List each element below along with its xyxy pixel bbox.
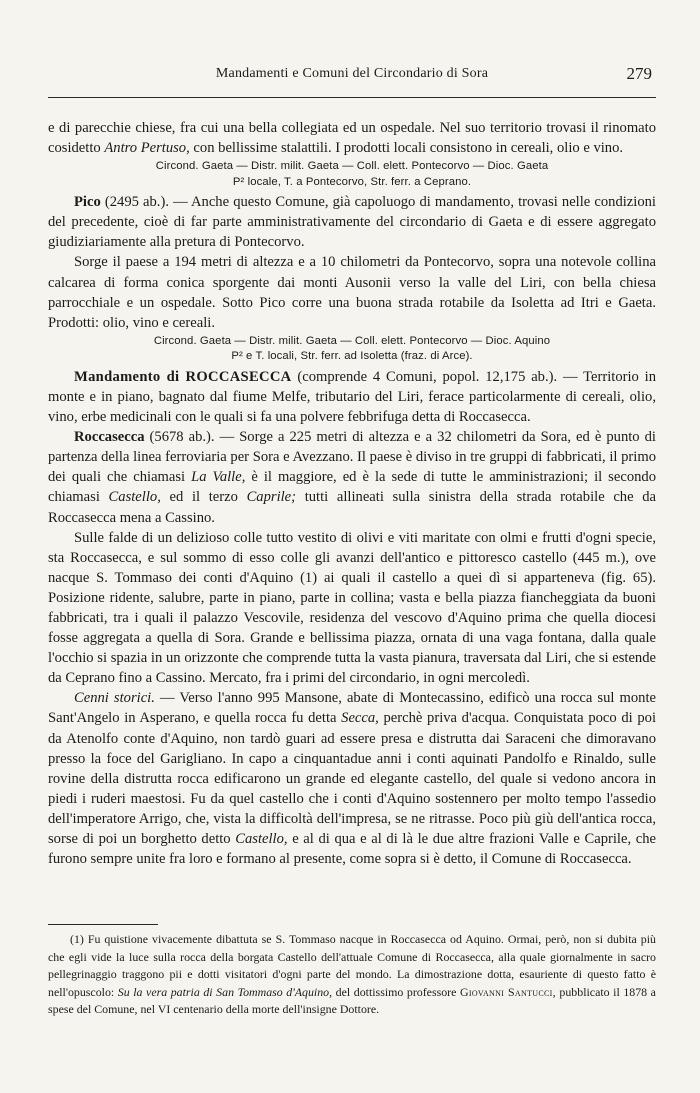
text: perchè priva d'acqua. Conquistata poco di poi da Atenolfo conte d'Aquino, non tardò guari ad essere presa e distrutta dai Saraceni che dimoravano presso la foce del Garigliano. In capo a cinquantadue anni i conti aquinati Pandolfo e Rinaldo, sulle rovine della distrutta rocca edificarono un grande ed elegante castello, del quale si vedono ancora in piedi i ruderi maestosi. Fu da quel castello che i conti d'Aquino sostennero per molto tempo l'assedio dell'imperatore Arrigo, che, vista la difficoltà dell'impresa, se ne ritrasse. Poco più giù dell'antica rocca, sorse di poi un borghetto detto	[48, 710, 656, 847]
text: Sulle falde di un delizioso colle tutto vestito di olivi e viti maritate con olmi e frutti d'ogni specie, sta Roccasecca, e sul sommo di esso colle gli avanzi dell'antico e pittoresco castello (445 m.), ove nacque S. Tommaso dei conti d'Aquino (1) ai quali il castello a quei dì si apparteneva (fig. 65). Posizione ridente, salubre, parte in piano, parte in collina; vasta e bella piazza fiancheggiata da buoni fabbricati, tra i quali il palazzo Vescovile, residenza del vescovo d'Aquino prima che quella diocesi fosse aggregata a quella di Sora. Grande e bellissima piazza, ornata di una vaga fontana, dalla quale l'occhio si spazia in un orizzonte che comprende tutta la vasta pianura, traversata dal Liri, che si estende da Ceprano fino a Cassino. Mercato, fra i primi del circondario, in ogni mercoledì.	[48, 529, 656, 687]
text: (comprende 4 Comuni, popol. 12,175 ab.). — Territorio in monte e in piano, bagnato dal fiume Melfe, tributario del Liri, ferace particolarmente di cereali, olio, vino, erbe medicinali con le quali si fa una polvere febbrifuga detta di Roccasecca.	[48, 368, 657, 426]
text: (5678 ab.). — Sorge a 225 metri di altezza e a 32 chilometri da Sora, ed è punto di partenza della linea ferroviaria per Sora e Avezzano. Il paese è diviso in tre gruppi di fabbricati, il primo dei quali che chiamasi	[48, 429, 656, 486]
paragraph-continuation	[48, 118, 656, 158]
text: Sorge il paese a 194 metri di altezza e a 10 chilometri da Pontecorvo, sopra una notevole collina calcarea di forma conica sporgente dai monti Ausonii verso la valle del Liri, con bella chiesa parrocchiale e un ospedale. Sotto Pico corre una buona strada rotabile da Isoletta ad Itri e Gaeta. Prodotti: olio, vino e cereali.	[48, 254, 656, 331]
census-line: P² e T. locali, Str. ferr. ad Isoletta (fraz. di Arce).	[231, 350, 473, 363]
census-block-gaeta	[48, 159, 656, 190]
header-rule	[48, 97, 656, 98]
text: con bellissime stalattili. I prodotti locali consistono in cereali, olio e vino.	[193, 140, 624, 157]
footnote-rule	[48, 924, 158, 925]
italic-text: Secca,	[341, 710, 379, 727]
census-line: P² locale, T. a Pontecorvo, Str. ferr. a Ceprano.	[232, 175, 472, 188]
footnote	[48, 931, 656, 1019]
italic-heading: Cenni storici.	[74, 690, 155, 707]
text: e di parecchie chiese, fra cui una bella collegiata ed un ospedale. Nel suo territorio trovasi il rinomato cosidetto	[48, 120, 656, 157]
paragraph-pico	[48, 192, 656, 252]
census-block-pico	[48, 334, 656, 365]
italic-text: Antro Pertuso,	[104, 140, 190, 157]
paragraph-cenni-storici	[48, 688, 656, 869]
italic-text: Castello,	[235, 831, 288, 847]
italic-text: Castello,	[108, 489, 161, 506]
main-text	[48, 118, 656, 869]
paragraph-sulle-falde	[48, 528, 656, 689]
census-line: Circond. Gaeta — Distr. milit. Gaeta — Coll. elett. Pontecorvo — Dioc. Gaeta	[155, 160, 549, 173]
census-line: Circond. Gaeta — Distr. milit. Gaeta — Coll. elett. Pontecorvo — Dioc. Aquino	[153, 334, 551, 347]
text: (1) Fu quistione vivacemente dibattuta se S. Tommaso nacque in Roccasecca od Aquino. Ormai, però, non si dubita più che egli vide la luce sulla rocca della borgata Castello dell'attuale Comune di Roccasecca, alla quale giornalmente in sacro pellegrinaggio traggono pii e dotti visitatori d'ogni parte del mondo. La dimostrazione dotta, esauriente di questo fatto è nell'opuscolo:	[48, 932, 656, 999]
entry-name: Pico	[74, 194, 101, 211]
italic-text: Su la vera patria di San Tommaso d'Aquino,	[117, 984, 333, 999]
running-title: Mandamenti e Comuni del Circondario di Sora	[215, 66, 489, 81]
text: — Verso l'anno 995 Mansone, abate di Montecassino, edificò una rocca sul monte Sant'Angelo in Asperano, e quella rocca fu detta	[48, 690, 656, 727]
paragraph-roccasecca	[48, 427, 656, 527]
footnote-text	[48, 931, 656, 1019]
text: del dottissimo professore	[335, 984, 457, 999]
text: e al di qua e al di là le due altre frazioni Valle e Caprile, che furono sempre unite fra loro e formano al presente, come sopra si è detto, il Comune di Roccasecca.	[48, 831, 656, 868]
page-number: 279	[626, 64, 652, 83]
paragraph-sorge	[48, 252, 656, 332]
text: (2495 ab.). — Anche questo Comune, già capoluogo di mandamento, trovasi nelle condizioni del precedente, cioè di far parte amministrativamente del circondario di Gaeta e di essere aggregato giudiziariamente alla pretura di Pontecorvo.	[48, 194, 656, 251]
paragraph-mandamento	[48, 367, 656, 427]
section-heading: Mandamento di ROCCASECCA	[74, 368, 292, 385]
text: pubblicato il 1878 a spese del Comune, nel VI centenario della morte dell'insigne Dottore.	[48, 984, 656, 1017]
italic-text: Caprile;	[246, 489, 297, 506]
entry-name: Roccasecca	[74, 429, 145, 446]
italic-text: La Valle,	[191, 469, 246, 486]
text: ed il terzo	[169, 489, 238, 506]
running-header	[48, 64, 656, 90]
text: è il maggiore, ed è la sede di tutte le amministrazioni; il secondo chiamasi	[48, 469, 657, 506]
author-name: Giovanni Santucci,	[459, 984, 556, 999]
text: tutti allineati sulla sinistra della strada rotabile che da Roccasecca mena a Cassino.	[48, 489, 657, 526]
